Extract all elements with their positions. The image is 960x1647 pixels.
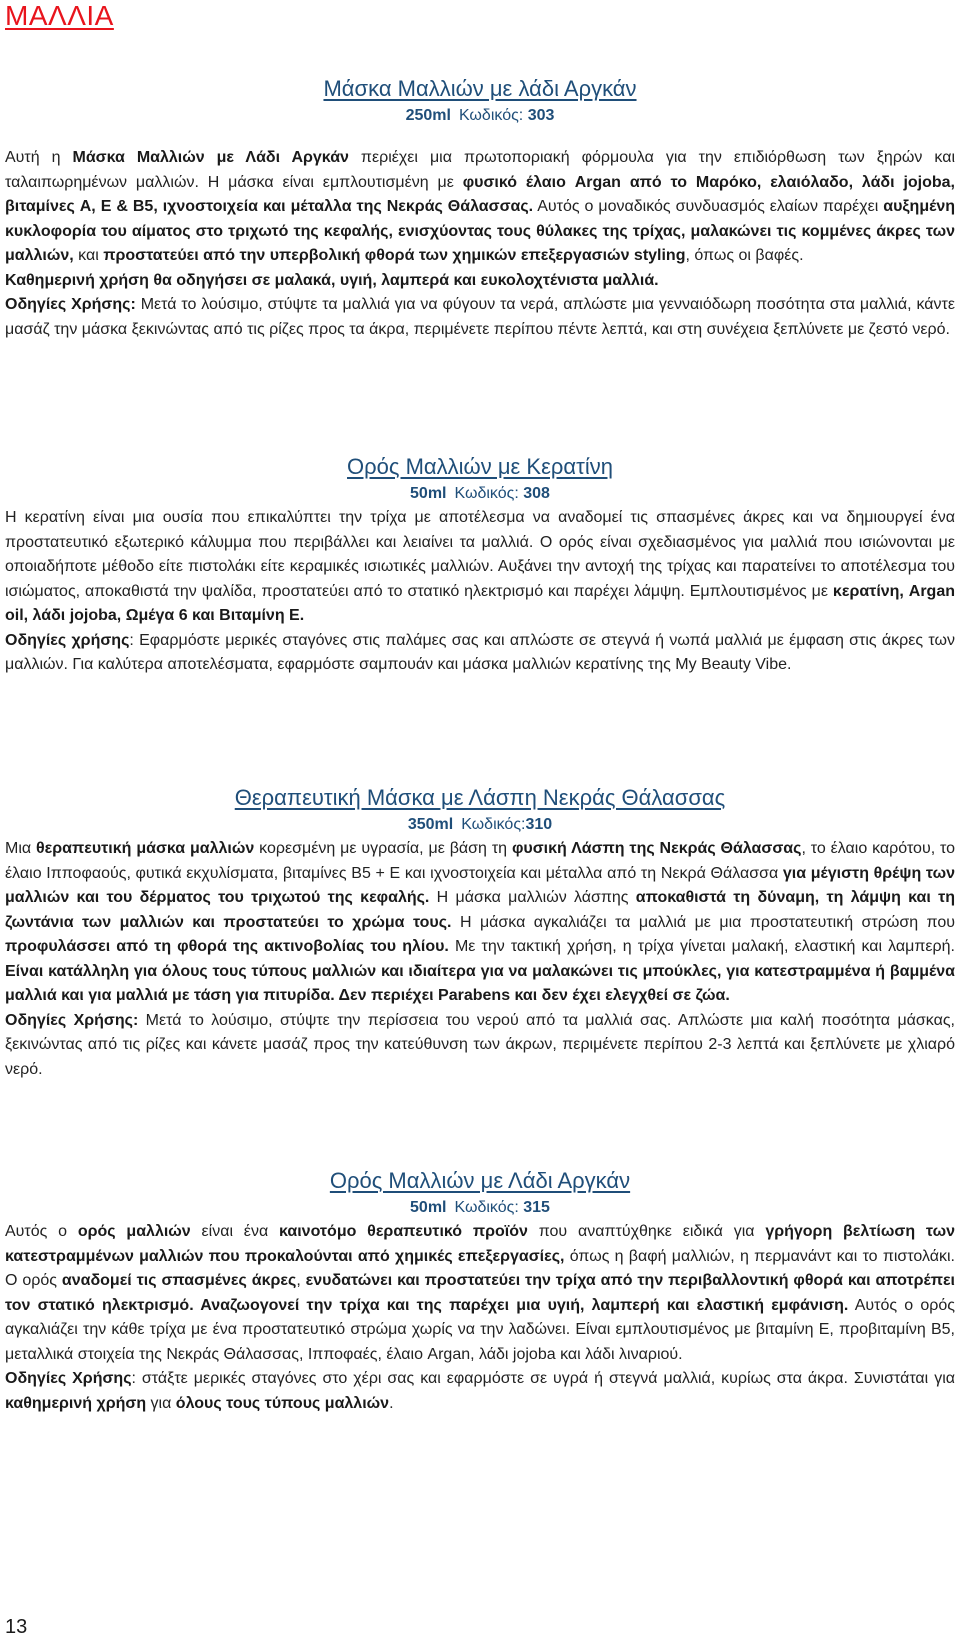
emphasis-text: ενυδατώνει και προστατεύει την τρίχα από την περιβαλλοντική φθορά και αποτρέπει τον στατικό ηλεκτρισμό. Αναζωογονεί την τρίχα και της παρέχει μια υγιή, λαμπερή και ελαστική εμφάνιση. [5,1272,955,1314]
emphasis-text: Οδηγίες Χρήσης: [5,1011,139,1029]
emphasis-text: κερατίνη, Argan oil, λάδι jojoba, Ωμέγα 6 και Βιταμίνη Ε. [5,582,956,624]
product-section-keratin-serum [5,452,955,678]
emphasis-text: αυξημένη κυκλοφορία του αίματος στο τριχωτό της κεφαλής, ενισχύοντας τους θύλακες της τρίχας, μαλακώνει τις κομμένες άκρες των μαλλιών, [5,198,955,264]
body-text: και [73,247,104,264]
body-text: Αυτός ο [5,1223,78,1240]
body-text: Μια [5,840,37,857]
body-text: . [389,1394,394,1412]
body-text: που αναπτύχθηκε ειδικά για [527,1223,766,1240]
product-section-dead-sea-mud-mask [5,783,955,1082]
emphasis-text: Οδηγίες Χρήσης [5,1370,132,1387]
emphasis-text: αναδομεί τις σπασμένες άκρες [61,1272,297,1289]
body-text: περιέχει μια πρωτοποριακή φόρμουλα για την επιδιόρθωση των ξηρών και ταλαιπωρημένων μαλλιών. Η μάσκα είναι εμπλουτισμένη με [5,149,956,191]
product-code-label: Κωδικός: [458,107,524,124]
body-text: , [296,1272,306,1289]
emphasis-text: όλους τους τύπους μαλλιών [175,1394,390,1412]
body-text: Μετά το λούσιμο, στύψτε την περίσσεια του νερού από τα μαλλιά σας. Απλώστε μια καλή ποσότητα μάσκας, ξεκινώντας από τις ρίζες και κάνετε μασάζ προς την κατεύθυνση των άκρων, περιμένετε περίπου 2-3 λεπτά και ξεπλύνετε με χλιαρό νερό. [5,1011,955,1078]
product-code-label: Κωδικός: [454,1199,519,1216]
body-text: Η μάσκα αγκαλιάζει τα μαλλιά με μια προστατευτική στρώση που [451,913,955,931]
emphasis-text: προστατεύει από την υπερβολική φθορά των χημικών επεξεργασιών styling [103,247,686,264]
emphasis-text: αποκαθιστά τη δύναμη, τη λάμψη και τη ζωντάνια των μαλλιών και προστατεύει το χρώμα τους. [5,889,956,931]
body-text: Αυτή η [5,149,73,166]
usage-instructions [5,629,955,678]
product-title: Ορός Μαλλιών με Λάδι Αργκάν [329,1168,631,1193]
emphasis-text: φυσικό έλαιο Argan από το Μαρόκο, ελαιόλαδο, λάδι jojoba, βιταμίνες A, E & B5, ιχνοστοιχεία και μέταλλα της Νεκράς Θάλασσας. [5,173,956,215]
body-text: κορεσμένη με υγρασία, με βάση τη [254,840,512,857]
product-volume: 250ml [405,107,451,124]
product-meta [5,104,955,128]
body-text: Με την τακτική χρήση, η τρίχα γίνεται μαλακή, ελαστική και λαμπερή. [448,938,956,955]
emphasis-text: Μάσκα Μαλλιών με Λάδι Αργκάν [72,149,349,166]
body-text: Μετά το λούσιμο, στύψτε τα μαλλιά για να φύγουν τα νερά, απλώστε μια γενναιόδωρη ποσότητα στα μαλλιά, κάντε μασάζ την μάσκα ξεκινώντας από τις ρίζες προς τα άκρα, περιμένετε περίπου πέντε λεπτά, και στη συνέχεια ξεπλύνετε με ζεστό νερό. [5,296,956,338]
emphasis-text: ορός μαλλιών [77,1223,191,1240]
emphasis-text: Οδηγίες Χρήσης: [5,296,136,313]
emphasis-text: καθημερινή χρήση [5,1394,147,1412]
body-text: Αυτός ο ορός αγκαλιάζει την κάθε τρίχα με ένα προστατευτικό στρώμα χωρίς να την λαδώνει. Είναι εμπλουτισμένος με βιταμίνη Ε, προβιταμίνη Β5, μεταλλικά στοιχεία της Νεκράς Θάλασσας, Ιπποφαές, έλαιο Argan, λάδι jojoba και λάδι λιναριού. [5,1296,956,1363]
body-text: , το έλαιο καρότου, το έλαιο Ιπποφαούς, φυτικά εκχυλίσματα, βιταμίνες Β5 + Ε και ιχνοστοιχεία και μέταλλα από τη Νεκρά Θάλασσα [5,840,956,882]
product-section-argan-serum [5,1166,955,1416]
product-code: 315 [523,1199,550,1216]
emphasis-text: θεραπευτική μάσκα μαλλιών [36,840,255,857]
body-text: Αυτός ο μοναδικός συνδυασμός ελαίων παρέχει [533,198,884,215]
product-section-argan-mask [5,74,955,342]
body-text: όπως η βαφή μαλλιών, η περμανάντ και το πιστολάκι. Ο ορός [5,1247,955,1289]
emphasis-text: Καθημερινή χρήση θα οδηγήσει σε μαλακά, υγιή, λαμπερά και ευκολοχτένιστα μαλλιά. [5,271,659,289]
product-volume: 50ml [410,1199,447,1216]
body-text: , όπως οι βαφές. [685,247,804,264]
body-text: για [146,1394,176,1412]
product-code: 308 [523,485,550,502]
page-number: 13 [5,1616,28,1638]
product-code-label: Κωδικός: [461,816,526,833]
product-code: 310 [525,816,553,833]
product-code-label: Κωδικός: [454,485,519,502]
usage-instructions [5,293,955,342]
description-paragraph [5,837,955,1009]
emphasis-text: προφυλάσσει από τη φθορά της ακτινοβολίας του ηλίου. [5,938,449,955]
daily-use-paragraph [5,269,955,294]
product-code: 303 [527,107,555,124]
product-meta [5,482,955,506]
product-meta [5,813,955,837]
emphasis-text: Είναι κατάλληλη για όλους τους τύπους μαλλιών και ιδιαίτερα για να μαλακώνει τις μπούκλες, για κατεστραμμένα ή βαμμένα μαλλιά και για μαλλιά με τάση για πιτυρίδα. Δεν περιέχει Parabens και δεν έχει ελεγχθεί σε ζώα. [5,962,955,1004]
product-title: Μάσκα Μαλλιών με λάδι Αργκάν [323,76,637,101]
emphasis-text: γρήγορη βελτίωση των κατεστραμμένων μαλλιών που προκαλούνται από χημικές επεξεργασίες, [5,1223,956,1265]
product-title: Ορός Μαλλιών με Κερατίνη [347,454,613,479]
product-title: Θεραπευτική Μάσκα με Λάσπη Νεκράς Θάλασσας [234,785,726,810]
product-meta [5,1196,955,1220]
product-volume: 50ml [410,485,447,502]
description-paragraph [5,146,955,269]
page-title: ΜΑΛΛΙΑ [5,0,114,31]
body-text: : Εφαρμόστε μερικές σταγόνες στις παλάμες σας και απλώστε σε στεγνά ή νωπά μαλλιά με έμφαση στις άκρες των μαλλιών. Για καλύτερα αποτελέσματα, εφαρμόστε σαμπουάν και μάσκα μαλλιών κερατίνης της My Beauty Vibe. [5,631,956,673]
body-text: είναι ένα [190,1223,279,1240]
description-paragraph [5,1220,955,1367]
body-text: Η κερατίνη είναι μια ουσία που επικαλύπτει την τρίχα με αποτέλεσμα να αναδομεί τις σπασμένες άκρες και να δημιουργεί ένα προστατευτικό εξωτερικό κάλυμμα που περιβάλλει και λειαίνει τα μαλλιά. Ο ορός είναι σχεδιασμένος για μαλλιά που ισιώνονται με οποιαδήποτε μέθοδο είτε πιστολάκι είτε κεραμικές ισιωτικές μαλλιών. Αυξάνει την αντοχή της τρίχας και παρατείνει το αποτέλεσμα του ισιώματος, αποκαθιστά την ψαλίδα, προστατεύει από το στατικό ηλεκτρισμό και παρέχει λάμψη. Εμπλουτισμένος με [5,509,955,600]
emphasis-text: φυσική Λάσπη της Νεκράς Θάλασσας [511,840,802,857]
body-text: : στάξτε μερικές σταγόνες στο χέρι σας και εφαρμόστε σε υγρά ή στεγνά μαλλιά, κυρίως στα άκρα. Συνιστάται για [131,1370,955,1387]
emphasis-text: καινοτόμο θεραπευτικό προϊόν [279,1223,528,1240]
description-paragraph [5,506,955,629]
product-volume: 350ml [407,816,454,833]
usage-instructions [5,1367,955,1416]
usage-instructions [5,1009,955,1083]
body-text: Η μάσκα μαλλιών λάσπης [429,889,636,906]
emphasis-text: για μέγιστη θρέψη των μαλλιών και του δέρματος του τριχωτού της κεφαλής. [5,864,955,906]
emphasis-text: Οδηγίες χρήσης [5,631,130,649]
